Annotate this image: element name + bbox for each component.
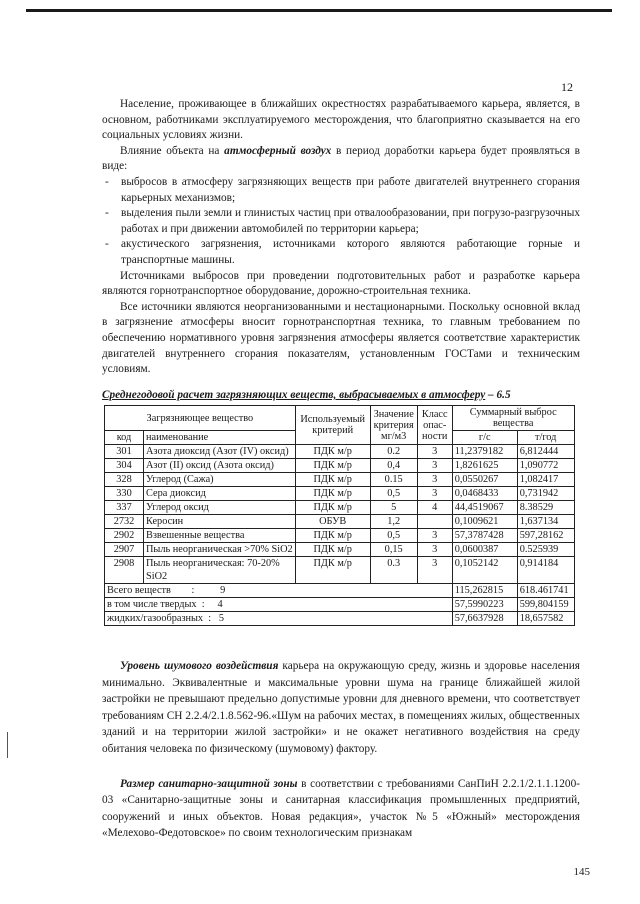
table-total-row: жидких/газообразных : 5 57,6637928 18,657582 [105, 612, 575, 626]
table-row: 2908 Пыль неорганическая: 70-20% SiO2 ПДК м/р 0.3 3 0,1052142 0,914184 [105, 557, 575, 584]
paragraph-sanitary-zone: Размер санитарно-защитной зоны в соответствии с требованиями СанПиН 2.2.1/2.1.1.1200-03 «Санитарно-защитные зоны и санитарная классификация промышленных предприятий, сооружений и иных объектов. Новая редакция», участок №5 «Южный» месторождения «Мелехово-Федотовское» по своим технологическим признакам [102, 777, 580, 840]
header-value: Значение критерия мг/м3 [370, 406, 417, 445]
table-caption: Среднегодовой расчет загрязняющих веществ, выбрасываемых в атмосферу – 6.5 [102, 388, 511, 401]
paragraph-unorganized: Все источники являются неорганизованными и нестационарными. Поскольку основной вклад в загрязнение атмосферы вносит горнотранспортная техника, то главным требованием по обеспечению нормативного уровня загрязнения атмосферы является соответствие характеристик двигателей внутреннего сгорания показателям, установленным ГОСТами и техническим условиям. [102, 300, 580, 376]
bullet-item: - выделения пыли земли и глинистых частиц при отвалообразовании, при погрузо-разгрузочных работах и при движении автомобилей по территории карьера; [102, 206, 580, 237]
top-rule [26, 9, 612, 12]
body-text-upper [102, 97, 580, 403]
footer-page-number: 145 [573, 866, 590, 878]
header-code: код [105, 431, 144, 445]
emphasis-noise: Уровень шумового воздействия [120, 660, 279, 672]
table-row: 337 Углерод оксид ПДК м/р 5 4 44,4519067 8.38529 [105, 501, 575, 515]
table-row: 330 Сера диоксид ПДК м/р 0,5 3 0,0468433 0,731942 [105, 487, 575, 501]
table-total-row: в том числе твердых : 4 57,5990223 599,804159 [105, 598, 575, 612]
emissions-table [104, 405, 575, 626]
header-name: наименование [144, 431, 296, 445]
table-row: 2907 Пыль неорганическая >70% SiO2 ПДК м/р 0,15 3 0,0600387 0.525939 [105, 543, 575, 557]
table-row: 328 Углерод (Сажа) ПДК м/р 0.15 3 0,0550267 1,082417 [105, 473, 575, 487]
emphasis-air: атмосферный воздух [224, 144, 332, 157]
header-gs: г/с [452, 431, 517, 445]
table-row: 304 Азот (II) оксид (Азота оксид) ПДК м/р 0,4 3 1,8261625 1,090772 [105, 459, 575, 473]
body-text-lower [102, 658, 580, 842]
header-hazard: Класс опас-ности [417, 406, 452, 445]
table-row: 2902 Взвешенные вещества ПДК м/р 0,5 3 57,3787428 597,28162 [105, 529, 575, 543]
paragraph-air-impact: Влияние объекта на атмосферный воздух в период доработки карьера будет проявляться в виде: [102, 144, 580, 173]
bullet-item: - выбросов в атмосферу загрязняющих веществ при работе двигателей внутреннего сгорания карьерных механизмов; [102, 175, 580, 206]
page-number: 12 [561, 80, 573, 94]
bullet-item: - акустического загрязнения, источниками которого являются работающие горные и транспортные машины. [102, 237, 580, 268]
table-row: 2732 Керосин ОБУВ 1,2 0,1009621 1,637134 [105, 515, 575, 529]
header-total: Суммарный выброс вещества [452, 406, 574, 431]
paragraph-noise: Уровень шумового воздействия карьера на окружающую среду, жизнь и здоровье населения минимально. Эквивалентные и максимальные уровни шума на границе ближайшей жилой застройки не превышают предельно допустимые уровни для дневного времени, что соответствует требованиям СН 2.2.4/2.1.8.562-96.«Шум на рабочих местах, в помещениях жилых, общественных зданий и на территории жилой застройки» и не окажет негативного воздействия на среду обитания человека по физическому (шумовому) фактору. [102, 660, 580, 755]
emphasis-sanitary: Размер санитарно-защитной зоны [120, 777, 298, 790]
table-total-row: Всего веществ : 9 115,262815 618.461741 [105, 584, 575, 598]
header-ty: т/год [517, 431, 574, 445]
header-substance: Загрязняющее вещество [105, 406, 296, 431]
margin-mark [7, 732, 8, 758]
header-criterion: Используемый критерий [295, 406, 370, 445]
paragraph-population: Население, проживающее в ближайших окрестностях разрабатываемого карьера, является, в основном, работниками эксплуатируемого месторождения, что благоприятно сказывается на его социальных условиях жизни. [102, 98, 580, 142]
table-header-row [105, 406, 575, 431]
table-row: 301 Азота диоксид (Азот (IV) оксид) ПДК м/р 0.2 3 11,2379182 6,812444 [105, 445, 575, 459]
paragraph-sources: Источниками выбросов при проведении подготовительных работ и разработке карьера являются горнотранспортное оборудование, дорожно-строительная техника. [102, 269, 580, 298]
